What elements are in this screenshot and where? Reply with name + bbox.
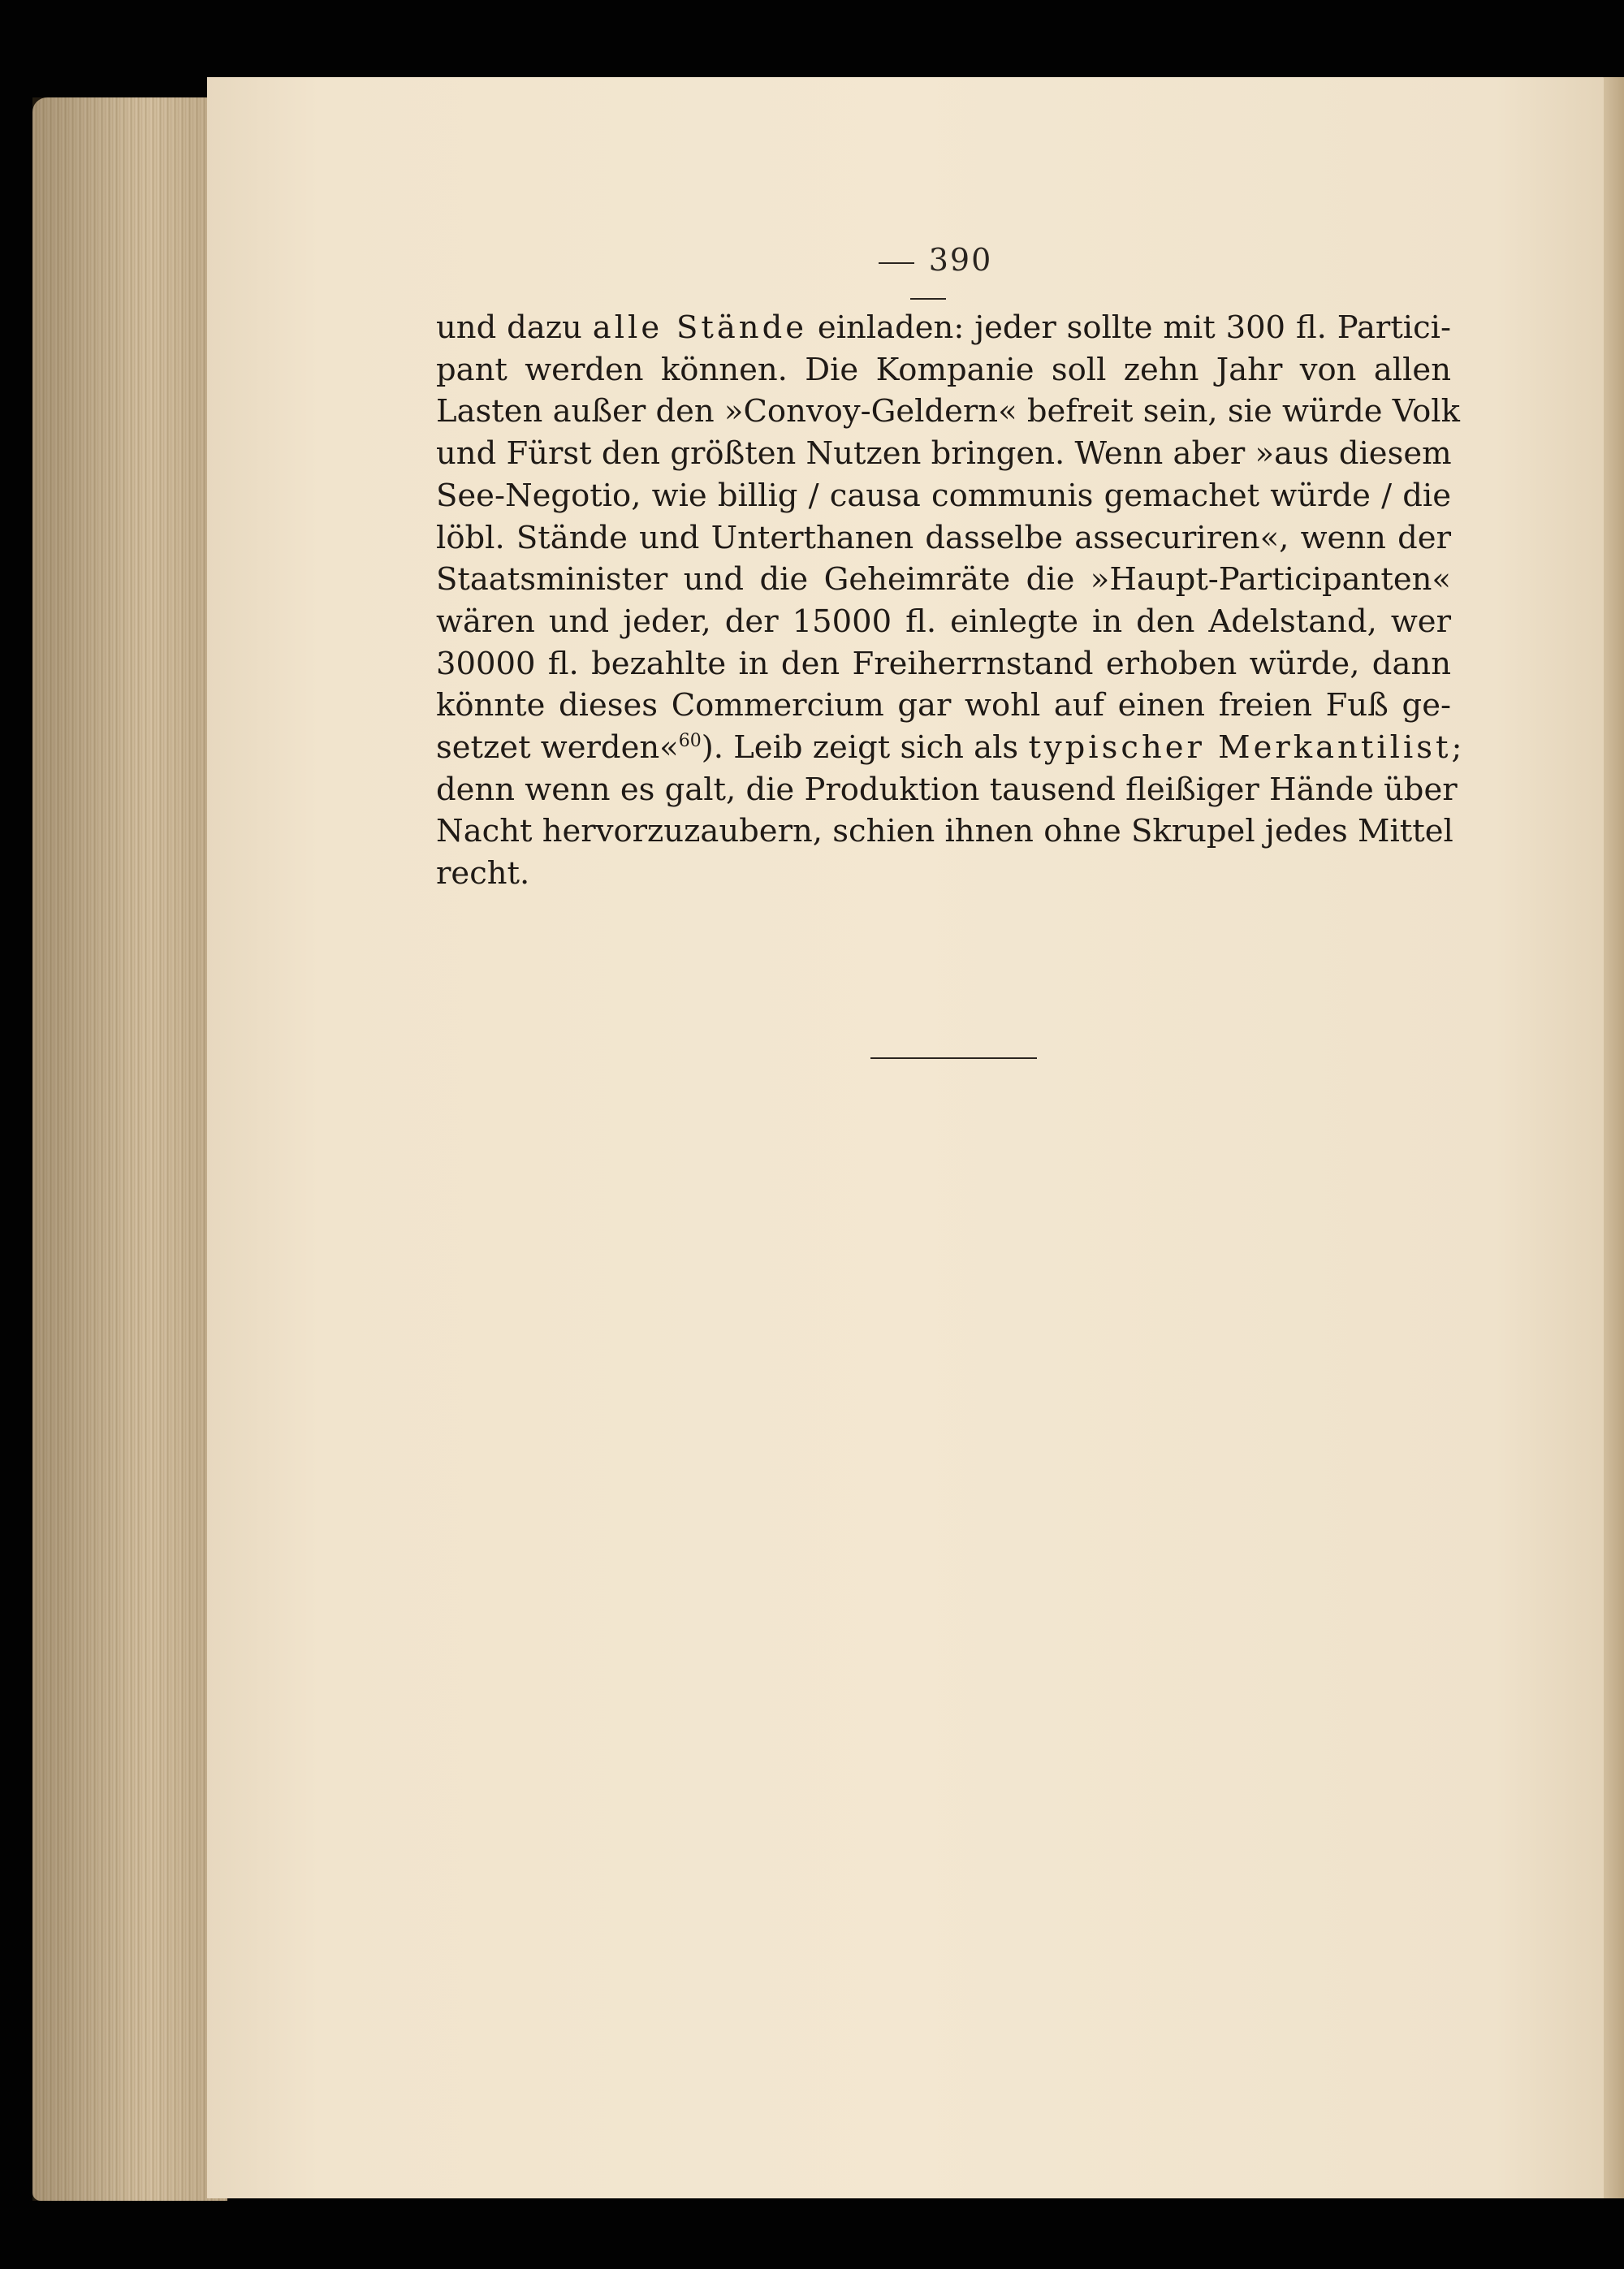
text-run: ;: [1451, 729, 1462, 767]
dash-right: [910, 298, 946, 300]
text-run: einladen: jeder sollte mit 300 fl. Partici-: [807, 309, 1451, 346]
text-run: und dazu: [436, 309, 593, 346]
right-page-edge: [1604, 77, 1624, 2198]
text-line: wären und jeder, der 15000 fl. einlegte in den Adelstand, wer: [436, 603, 1451, 640]
dash-left: [879, 262, 914, 264]
page-number: [847, 242, 1009, 313]
text-line: [436, 727, 1462, 769]
spaced-text: typischer Merkantilist: [1028, 729, 1452, 767]
text-run: ). Leib zeigt sich als: [701, 729, 1029, 767]
text-line: denn wenn es galt, die Produktion tausend fleißiger Hände über: [436, 771, 1458, 808]
text-line: pant werden können. Die Kompanie soll zehn Jahr von allen: [436, 351, 1451, 388]
text-line: Nacht hervorzuzaubern, schien ihnen ohne Skrupel jedes Mittel: [436, 813, 1453, 850]
page-edges: [32, 97, 227, 2201]
text-line: und Fürst den größten Nutzen bringen. Wenn aber »aus diesem: [436, 435, 1452, 473]
text-line: 30000 fl. bezahlte in den Freiherrnstand erhoben würde, dann: [436, 645, 1451, 682]
text-line: See-Negotio, wie billig / causa communis gemachet würde / die: [436, 477, 1451, 514]
text-line: könnte dieses Commercium gar wohl auf einen freien Fuß ge-: [436, 687, 1451, 724]
text-line: [436, 307, 1451, 349]
text-line: recht.: [436, 855, 530, 892]
text-line: Staatsminister und die Geheimräte die »Haupt-Participanten«: [436, 561, 1451, 599]
body-text: [436, 307, 1462, 895]
footnote-ref: 60: [678, 731, 702, 752]
page-number-value: 390: [928, 242, 993, 278]
text-line: löbl. Stände und Unterthanen dasselbe assecuriren«, wenn der: [436, 519, 1451, 556]
text-run: setzet werden«: [436, 729, 679, 767]
section-end-rule: [870, 1057, 1037, 1059]
text-line: Lasten außer den »Convoy-Geldern« befreit sein, sie würde Volk: [436, 393, 1460, 430]
spaced-text: alle Stände: [592, 309, 808, 346]
